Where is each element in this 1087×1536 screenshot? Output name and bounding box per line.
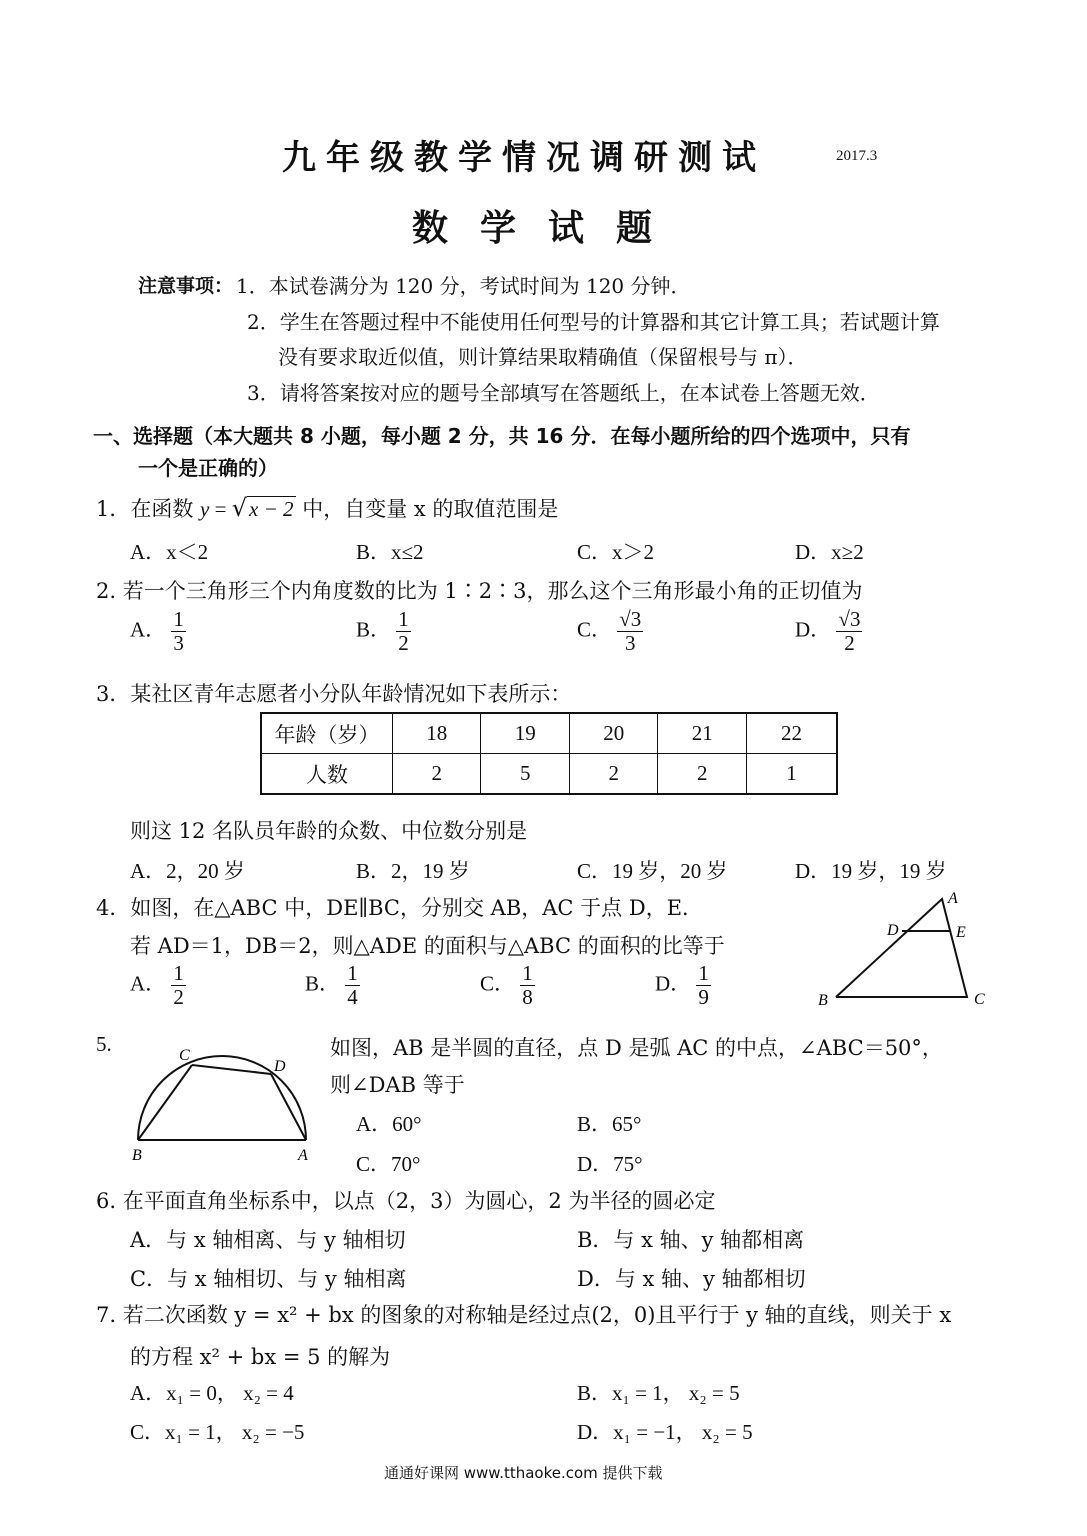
table-row bbox=[261, 713, 837, 754]
q5-number: 5. bbox=[96, 1032, 112, 1056]
q3-option-d[interactable]: D．19 岁，19 岁 bbox=[795, 859, 947, 883]
q3-option-b[interactable]: B．2，19 岁 bbox=[356, 859, 470, 883]
q4-option-c[interactable] bbox=[480, 962, 535, 1009]
notice-item-2b: 没有要求取近似值，则计算结果取精确值（保留根号与 π）． bbox=[278, 345, 808, 369]
q2-den-a: 3 bbox=[173, 631, 184, 656]
point-label-b: B bbox=[818, 992, 828, 1009]
q1-pre: 1．在函数 bbox=[96, 497, 201, 521]
q2-num-c: √3 bbox=[619, 607, 642, 631]
q2-fraction-c bbox=[617, 608, 643, 655]
q2-fraction-b bbox=[396, 608, 411, 655]
table-row bbox=[261, 754, 837, 795]
chord-cd bbox=[192, 1065, 271, 1074]
q7-option-d[interactable]: D．x₁ = −1， x₂ = 5 bbox=[577, 1420, 753, 1444]
q4-num-a: 1 bbox=[173, 961, 184, 985]
triangle-outline bbox=[836, 899, 967, 997]
q1-formula-y: y bbox=[200, 497, 210, 521]
q2-label-b: B． bbox=[356, 617, 392, 642]
q4-fraction-c bbox=[520, 962, 535, 1009]
table-cell: 19 bbox=[481, 713, 569, 754]
point-label-a: A bbox=[298, 1147, 308, 1164]
notice-label: 注意事项： bbox=[138, 275, 234, 297]
table-cell: 20 bbox=[569, 713, 657, 754]
q2-label-c: C． bbox=[577, 617, 613, 642]
q7-option-b[interactable]: B．x₁ = 1， x₂ = 5 bbox=[577, 1381, 740, 1405]
q2-num-b: 1 bbox=[398, 607, 409, 631]
q4-num-b: 1 bbox=[347, 961, 358, 985]
q2-label-a: A． bbox=[130, 617, 167, 642]
q5-line1: 如图，AB 是半圆的直径，点 D 是弧 AC 的中点，∠ABC＝50°， bbox=[330, 1036, 943, 1060]
q1-post: 中，自变量 x 的取值范围是 bbox=[295, 497, 559, 521]
q1-option-a[interactable]: A．x＜2 bbox=[130, 540, 209, 564]
q4-den-b: 4 bbox=[347, 985, 358, 1010]
point-label-d: D bbox=[887, 922, 899, 939]
q7-line1: 7. 若二次函数 y = x² + bx 的图象的对称轴是经过点(2，0)且平行于 y 轴的直线，则关于 x bbox=[96, 1303, 952, 1327]
q3-stem: 3．某社区青年志愿者小分队年龄情况如下表所示： bbox=[96, 682, 572, 706]
q2-stem: 2. 若一个三角形三个内角度数的比为 1∶2∶3，那么这个三角形最小角的正切值为 bbox=[96, 579, 863, 603]
q6-option-c[interactable]: C．与 x 轴相切、与 y 轴相离 bbox=[130, 1267, 407, 1291]
q5-line2: 则∠DAB 等于 bbox=[330, 1073, 465, 1097]
q4-option-b[interactable] bbox=[305, 962, 360, 1009]
table-cell: 2 bbox=[393, 754, 481, 795]
q6-stem: 6. 在平面直角坐标系中，以点（2，3）为圆心，2 为半径的圆必定 bbox=[96, 1189, 716, 1213]
point-label-d: D bbox=[274, 1058, 286, 1075]
table-cell: 18 bbox=[393, 713, 481, 754]
table-header-cell: 人数 bbox=[261, 754, 393, 795]
point-label-a: A bbox=[948, 890, 958, 907]
table-header-cell: 年龄（岁） bbox=[261, 713, 393, 754]
table-cell: 22 bbox=[746, 713, 837, 754]
q4-label-a: A． bbox=[130, 971, 167, 996]
q1-formula-eq: = bbox=[209, 497, 232, 521]
q6-option-d[interactable]: D．与 x 轴、y 轴都相切 bbox=[577, 1267, 806, 1291]
q4-label-c: C． bbox=[480, 971, 516, 996]
semicircle-figure bbox=[128, 1040, 318, 1165]
chord-da bbox=[271, 1074, 306, 1140]
q1-option-c[interactable]: C．x＞2 bbox=[577, 540, 655, 564]
q5-option-d[interactable]: D．75° bbox=[577, 1152, 643, 1176]
q4-fraction-d bbox=[696, 962, 711, 1009]
point-label-c: C bbox=[179, 1047, 190, 1064]
q4-den-c: 8 bbox=[522, 985, 533, 1010]
q7-line2: 的方程 x² + bx = 5 的解为 bbox=[130, 1345, 391, 1369]
q4-label-b: B． bbox=[305, 971, 341, 996]
age-table bbox=[260, 712, 838, 795]
q1-option-b[interactable]: B．x≤2 bbox=[356, 540, 424, 564]
exam-title: 九年级教学情况调研测试 bbox=[282, 138, 766, 178]
q4-fraction-a bbox=[171, 962, 186, 1009]
q2-fraction-a bbox=[171, 608, 186, 655]
q5-option-c[interactable]: C．70° bbox=[356, 1152, 421, 1176]
q4-num-d: 1 bbox=[698, 961, 709, 985]
q3-option-a[interactable]: A．2，20 岁 bbox=[130, 859, 245, 883]
q2-label-d: D． bbox=[795, 617, 832, 642]
section-heading-line2: 一个是正确的） bbox=[138, 456, 278, 480]
exam-date: 2017.3 bbox=[836, 148, 878, 164]
page-footer: 通通好课网 www.tthaoke.com 提供下载 bbox=[384, 1464, 663, 1482]
q2-option-b[interactable] bbox=[356, 608, 411, 655]
q2-num-d: √3 bbox=[838, 607, 861, 631]
q2-option-a[interactable] bbox=[130, 608, 186, 655]
q2-option-c[interactable] bbox=[577, 608, 643, 655]
q7-option-a[interactable]: A．x₁ = 0， x₂ = 4 bbox=[130, 1381, 294, 1405]
q2-den-c: 3 bbox=[625, 631, 636, 656]
table-cell: 1 bbox=[746, 754, 837, 795]
q1-radicand: x − 2 bbox=[249, 497, 294, 521]
q1-stem bbox=[96, 493, 558, 523]
q2-fraction-d bbox=[836, 608, 862, 655]
q5-option-a[interactable]: A．60° bbox=[356, 1112, 422, 1136]
point-label-c: C bbox=[974, 991, 985, 1008]
q4-den-a: 2 bbox=[173, 985, 184, 1010]
q2-den-b: 2 bbox=[398, 631, 409, 656]
table-cell: 21 bbox=[658, 713, 746, 754]
q3-question: 则这 12 名队员年龄的众数、中位数分别是 bbox=[130, 819, 528, 843]
q6-option-b[interactable]: B．与 x 轴、y 轴都相离 bbox=[577, 1228, 805, 1252]
sqrt-icon: √ bbox=[231, 494, 248, 522]
table-cell: 2 bbox=[658, 754, 746, 795]
point-label-e: E bbox=[956, 924, 966, 941]
q7-option-c[interactable]: C．x₁ = 1， x₂ = −5 bbox=[130, 1420, 305, 1444]
q5-option-b[interactable]: B．65° bbox=[577, 1112, 642, 1136]
section-heading-line1: 一、选择题（本大题共 8 小题，每小题 2 分，共 16 分．在每小题所给的四个选项中，只有 bbox=[93, 424, 911, 448]
q4-label-d: D． bbox=[655, 971, 692, 996]
q4-num-c: 1 bbox=[522, 961, 533, 985]
table-cell: 2 bbox=[569, 754, 657, 795]
q4-option-a[interactable] bbox=[130, 962, 186, 1009]
q4-line1: 4．如图，在△ABC 中，DE∥BC，分别交 AB，AC 于点 D，E． bbox=[96, 896, 704, 920]
point-label-b: B bbox=[132, 1147, 142, 1164]
notice-item-2a: 2．学生在答题过程中不能使用任何型号的计算器和其它计算工具；若试题计算 bbox=[247, 310, 940, 334]
triangle-figure bbox=[812, 885, 997, 1015]
table-cell: 5 bbox=[481, 754, 569, 795]
q2-num-a: 1 bbox=[173, 607, 184, 631]
q6-option-a[interactable]: A．与 x 轴相离、与 y 轴相切 bbox=[130, 1228, 406, 1252]
exam-subtitle: 数学试题 bbox=[412, 208, 685, 249]
notice-item-1: 1．本试卷满分为 120 分，考试时间为 120 分钟． bbox=[236, 274, 691, 298]
notice-item-3: 3．请将答案按对应的题号全部填写在答题纸上，在本试卷上答题无效． bbox=[247, 381, 880, 405]
q3-option-c[interactable]: C．19 岁，20 岁 bbox=[577, 859, 728, 883]
q1-option-d[interactable]: D．x≥2 bbox=[795, 540, 864, 564]
q4-den-d: 9 bbox=[698, 985, 709, 1010]
q4-line2: 若 AD＝1，DB＝2，则△ADE 的面积与△ABC 的面积的比等于 bbox=[130, 934, 725, 958]
q2-option-d[interactable] bbox=[795, 608, 862, 655]
q4-option-d[interactable] bbox=[655, 962, 711, 1009]
q2-den-d: 2 bbox=[844, 631, 855, 656]
q4-fraction-b bbox=[345, 962, 360, 1009]
